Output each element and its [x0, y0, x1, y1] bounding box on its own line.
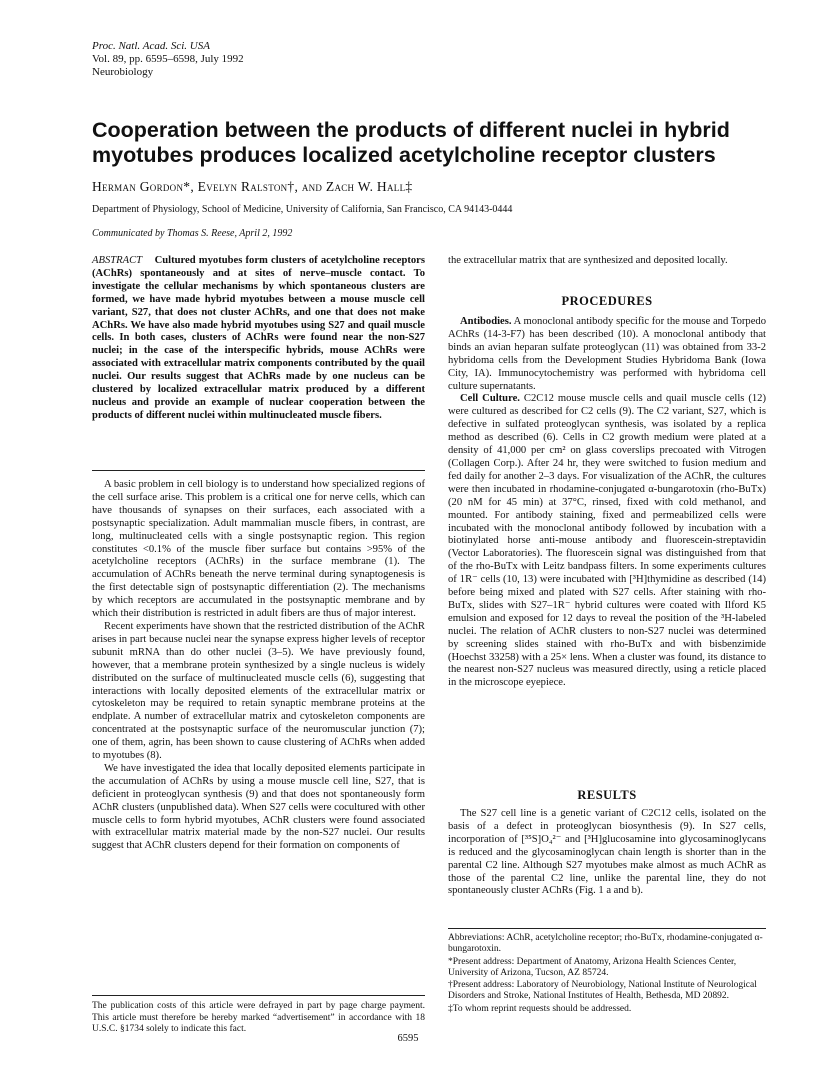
- abbreviations-footnote: Abbreviations: AChR, acetylcholine receptor; rho-BuTx, rhodamine-conjugated α-bungarotoxin.: [448, 933, 763, 955]
- intro-continuation: the extracellular matrix that are synthesized and deposited locally.: [448, 255, 728, 266]
- antibodies-runhead: Antibodies.: [460, 316, 512, 327]
- antibodies-paragraph: [448, 316, 766, 393]
- reprint-footnote: ‡To whom reprint requests should be addressed.: [448, 1003, 632, 1014]
- present-address-footnote: †Present address: Laboratory of Neurobiology, National Institute of Neurological Disorders and Stroke, National Institutes of Health, Bethesda, MD 20892.: [448, 980, 757, 1002]
- abstract-text: Cultured myotubes form clusters of acetylcholine receptors (AChRs) spontaneously and at sites of nerve–muscle contact. To investigate the cellular mechanisms by which spontaneous clusters are formed, we have made hybrid myotubes between a mouse muscle cell variant, S27, that does not cluster AChRs, and one that does not make AChRs. We have also made hybrid myotubes using S27 and quail muscle cells. In both cases, clusters of AChRs were found near the non-S27 nuclei; in the case of the interspecific hybrids, mouse AChRs were associated with extracellular matrix components contributed by the quail nuclei. Our results suggest that AChRs made by one nucleus can be clustered by localized extracellular matrix produced by a different nucleus and provide an example of nuclear cooperation between the products of different nuclei within multinucleated muscle fibers.: [92, 255, 426, 421]
- article-title: Cooperation between the products of different nuclei in hybrid myotubes produces localized acetylcholine receptor clusters: [92, 118, 730, 167]
- procedures-section: [448, 316, 766, 690]
- present-address-footnote: *Present address: Department of Anatomy, Arizona Health Sciences Center, University of Arizona, Tucson, AZ 85724.: [448, 956, 737, 978]
- author-list: Herman Gordon*, Evelyn Ralston†, and Zach W. Hall‡: [92, 179, 413, 194]
- results-section: [448, 808, 766, 898]
- communicated-by: Communicated by Thomas S. Reese, April 2, 1992: [92, 228, 293, 239]
- intro-paragraph: Recent experiments have shown that the restricted distribution of the AChR arises in part because nuclei near the synapse express higher levels of receptor subunit mRNA than do other nuclei (3–5). We have previously found, however, that a membrane protein synthesized by a single nucleus is widely distributed on the surface of multinucleated muscle cells (6), suggesting that interactions with locally deposited elements of the extracellular matrix or cytoskeleton may be required to retain synaptic membrane proteins at the endplate. A number of extracellular matrix and cytoskeleton components are concentrated at the postsynaptic surface of the neuromuscular junction (7); one of them, agrin, has been shown to cause clustering of AChRs when added to myotubes (8).: [92, 620, 425, 762]
- procedures-heading: PROCEDURES: [561, 294, 653, 308]
- affiliation: Department of Physiology, School of Medicine, University of California, San Francisco, CA 94143-0444: [92, 204, 513, 215]
- introduction: [92, 479, 425, 853]
- page-number: 6595: [397, 1033, 419, 1044]
- journal-name: Proc. Natl. Acad. Sci. USA: [92, 40, 210, 52]
- cell-culture-text: C2C12 mouse muscle cells and quail muscle cells (12) were cultured as described for C2 cells (9). The C2 variant, S27, which is defective in sulfated proteoglycan synthesis, was isolated by a replica method as described (6). Cells in C2 growth medium were plated at a density of 41,000 per cm² on glass coverslips precoated with Vitrogen (Collagen Corp.). After 24 hr, they were switched to fusion medium and fed daily for another 2–3 days. For visualization of the AChR, the cultures were then incubated in rhodamine-conjugated α-bungarotoxin (rho-BuTx) (20 nM for 45 min) at 37°C, rinsed, fixed with cold methanol, and mounted. For antibody staining, fixed and permeabilized cells were incubated with the monoclonal antibody followed by incubation with a biotinylated horse anti-mouse antibody and fluorescein-streptavidin (Vector Laboratories). The fluorescein signal was distinguished from that of the rho-BuTx with Leitz bandpass filters. In some experiments cultures of 1R⁻ cells (10, 13) were incubated with [³H]thymidine as described (14) before being mixed and plated with S27 cells. After staining with rho-BuTx, slides with S27–1R⁻ hybrid cultures were coated with Ilford K5 emulsion and exposed for 12 days to reveal the position of the ³H-labeled nuclei. The relation of AChR clusters to non-S27 nuclei was determined by screening slides stained with rho-BuTx and with bisbenzimide (Hoechst 33258) with a 25× lens. When a cluster was found, its distance to the nearest non-S27 nucleus was measured directly, using a reticle placed in the microscope eyepiece.: [448, 393, 766, 689]
- antibodies-text: A monoclonal antibody specific for the mouse and Torpedo AChRs (14-3-F7) has been described (10). A monoclonal antibody that binds an avian heparan sulfate proteoglycan (11) was obtained from 33-2 hybridoma cells from the Development Studies Hybridoma Bank (Iowa City, IA). Immunocytochemistry was performed with hybridoma cell culture supernatants.: [448, 316, 766, 392]
- results-heading: RESULTS: [577, 788, 637, 802]
- journal-section: Neurobiology: [92, 66, 154, 78]
- cell-culture-runhead: Cell Culture.: [460, 393, 520, 405]
- abstract-label: ABSTRACT: [92, 255, 143, 266]
- results-paragraph: The S27 cell line is a genetic variant of C2C12 cells, isolated on the basis of a defect in proteoglycan biosynthesis (9). In S27 cells, incorporation of [³⁵S]O₄²⁻ and [³H]glucosamine into glycosaminoglycans is reduced and the glycosaminoglycan chain length is shorter than in the parental C2 line. Although S27 myotubes make almost as much AChR as those of the parental C2 line, unlike the parental line, they do not spontaneously cluster AChRs (Fig. 1 a and b).: [448, 808, 766, 897]
- cell-culture-paragraph: [448, 393, 766, 690]
- footnotes: [448, 928, 766, 1016]
- intro-paragraph: We have investigated the idea that locally deposited elements participate in the accumulation of AChRs by using a mouse muscle cell line, S27, that is deficient in proteoglycan synthesis (9) and that does not spontaneously form AChR clusters (unpublished data). When S27 cells were cocultured with other muscle cells to form hybrid myotubes, AChR clusters were found associated with extracellular matrix material made by the non-S27 nuclei. Our results suggest that AChR clusters depend for their formation on components of: [92, 762, 425, 852]
- abstract-divider: [92, 470, 425, 471]
- intro-paragraph: A basic problem in cell biology is to understand how specialized regions of the cell surface arise. This problem is a critical one for nerve cells, which can have thousands of synapses on their surfaces, each associated with a postsynaptic specialization. Adult mammalian muscle fibers, in contrast, are long, multinucleated cells with a single postsynaptic region. This region constitutes <0.1% of the muscle fiber surface but contains >95% of the acetylcholine receptors (AChRs) in the surface membrane (1). The accumulation of AChRs beneath the nerve terminal during synaptogenesis is the first detectable sign of postsynaptic differentiation (2). The mechanisms by which receptors are accumulated in the postsynaptic membrane and by which their distribution is restricted in adult fibers are thus of major interest.: [92, 479, 425, 620]
- abstract: [92, 255, 425, 423]
- publication-cost-footnote: The publication costs of this article were defrayed in part by page charge payment. This article must therefore be hereby marked “advertisement” in accordance with 18 U.S.C. §1734 solely to indicate this fact.: [92, 995, 425, 1036]
- journal-header: [92, 40, 244, 79]
- journal-volume: Vol. 89, pp. 6595–6598, July 1992: [92, 53, 244, 65]
